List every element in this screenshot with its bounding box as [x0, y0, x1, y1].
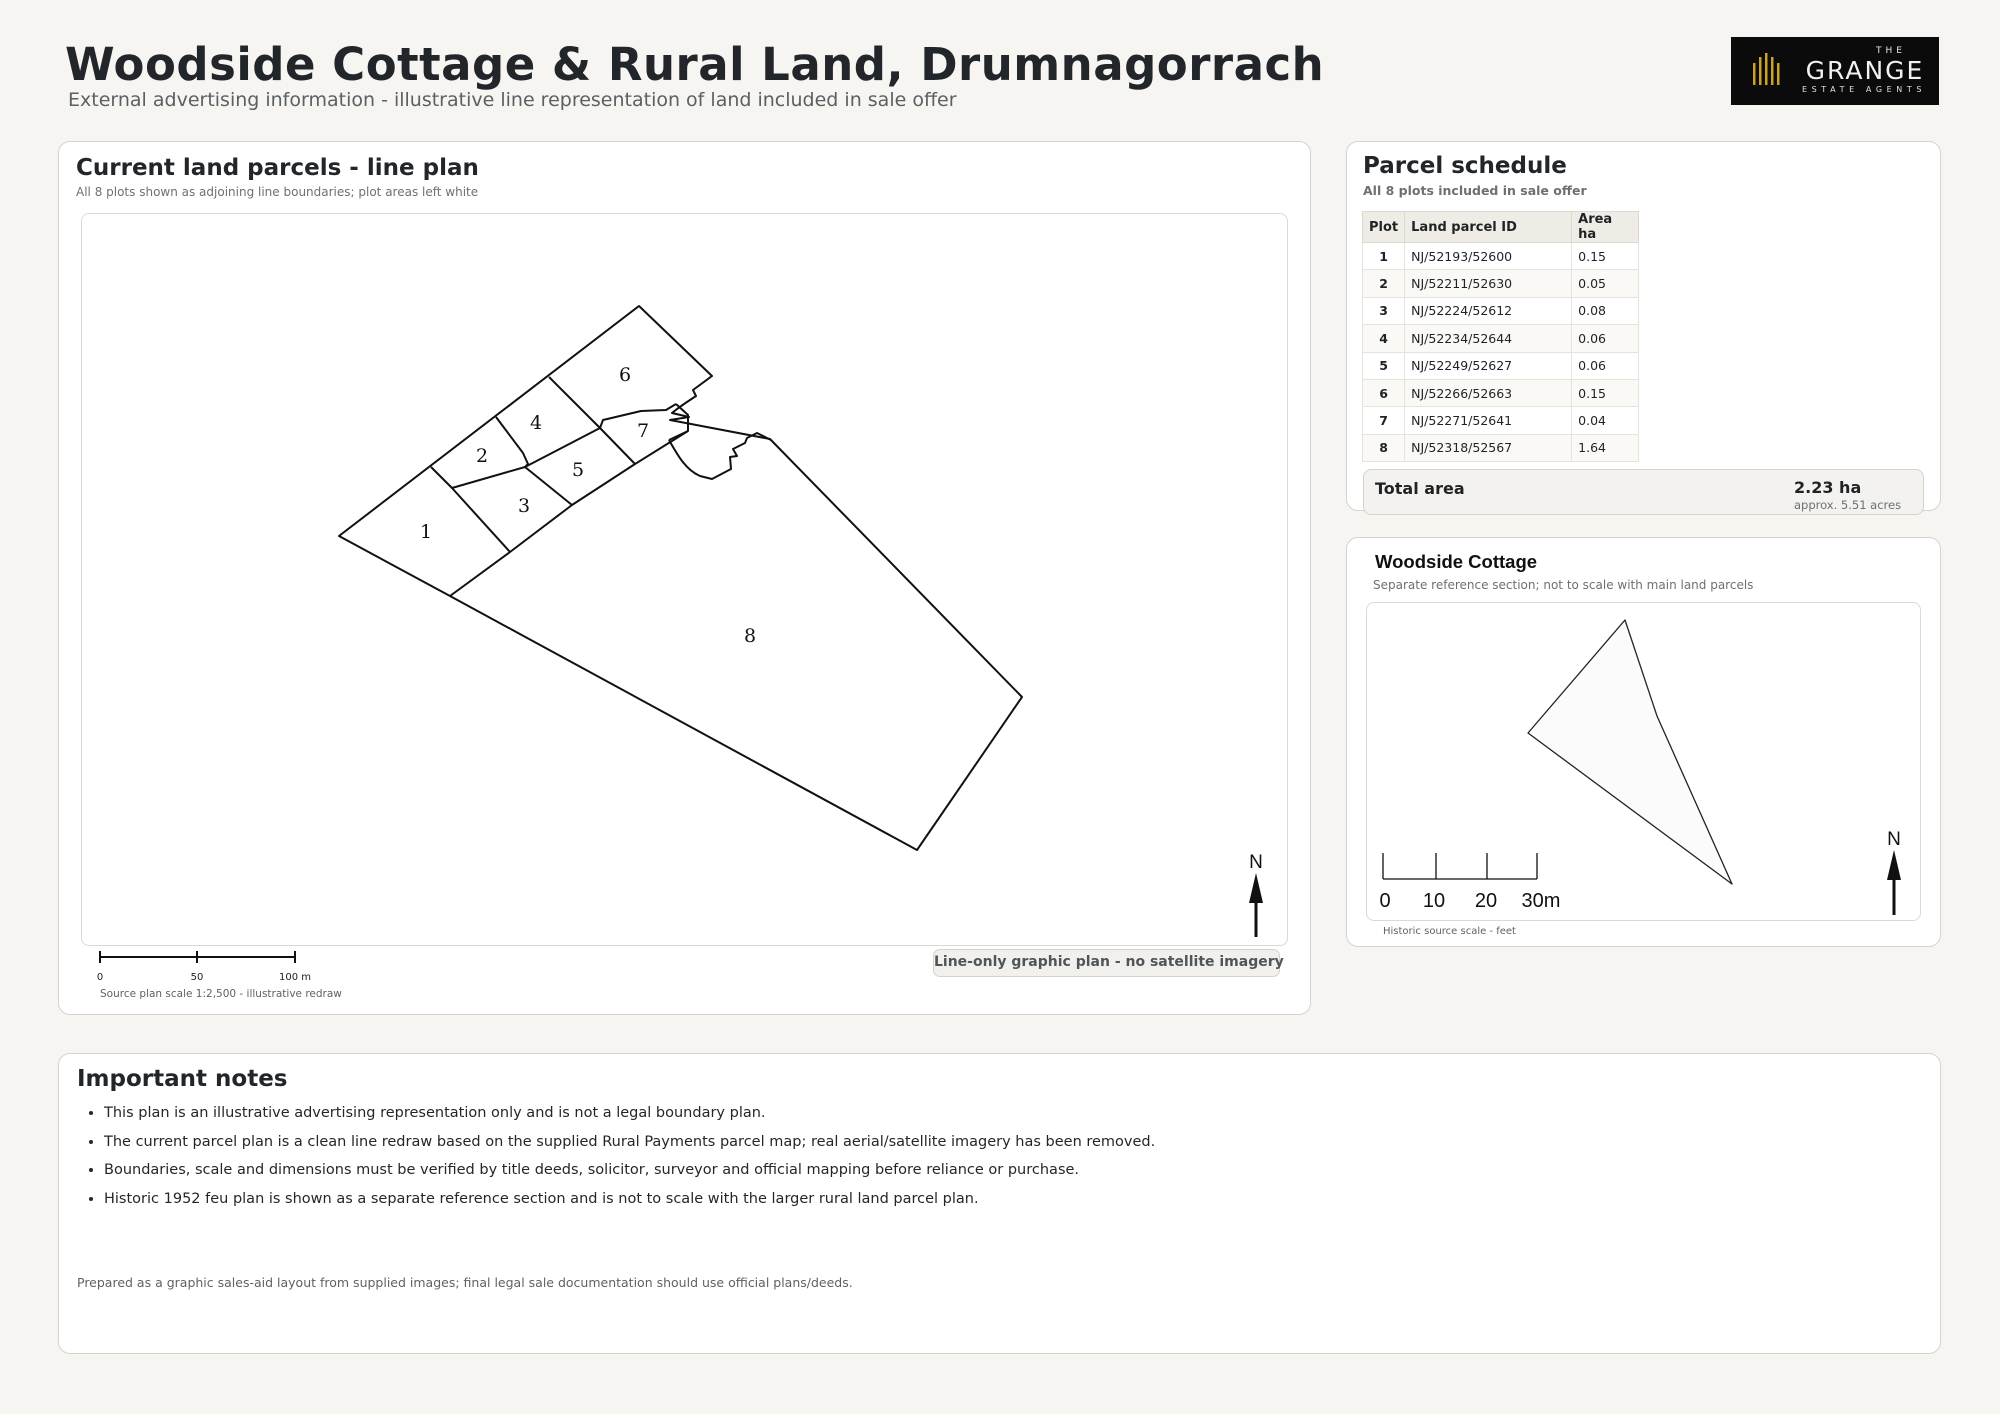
- cottage-scale-note: Historic source scale - feet: [1383, 926, 1516, 937]
- cottage-subtitle: Separate reference section; not to scale with main land parcels: [1373, 578, 1754, 592]
- grange-bars-icon: [1751, 51, 1787, 87]
- plot-label-6: 6: [618, 364, 632, 386]
- cottage-scale-tick-0: 0: [1379, 890, 1391, 912]
- cottage-scale-tick-10: 10: [1422, 890, 1446, 912]
- plot-label-2: 2: [475, 445, 489, 467]
- total-area-acres: approx. 5.51 acres: [1794, 498, 1902, 512]
- page-title: Woodside Cottage & Rural Land, Drumnagorrach: [65, 38, 1325, 91]
- column-header-plot: Plot: [1363, 212, 1405, 243]
- schedule-subtitle: All 8 plots included in sale offer: [1363, 183, 1587, 198]
- plot-label-1: 1: [419, 521, 433, 543]
- plan-scale-tick-50: 50: [190, 972, 204, 983]
- list-item: • This plan is an illustrative advertising representation only and is not a legal boundary plan.: [104, 1103, 1155, 1132]
- column-header-parcel-id: Land parcel ID: [1405, 212, 1572, 243]
- table-header-row: [1363, 212, 1639, 243]
- total-area-label: Total area: [1375, 479, 1465, 498]
- imagery-badge: Line-only graphic plan - no satellite imagery: [933, 949, 1280, 977]
- logo-the: THE: [1876, 46, 1906, 56]
- cottage-scale-tick-30: 30m: [1521, 890, 1561, 912]
- notes-title: Important notes: [77, 1066, 288, 1092]
- total-area-box: [1363, 469, 1924, 515]
- svg-text:N: N: [1249, 852, 1263, 873]
- plot-label-3: 3: [517, 495, 531, 517]
- plan-scale-tick-100: 100 m: [278, 972, 312, 983]
- list-item: • The current parcel plan is a clean line redraw based on the supplied Rural Payments parcel map; real aerial/satellite imagery has been removed.: [104, 1132, 1155, 1161]
- plan-title: Current land parcels - line plan: [76, 155, 479, 181]
- plot-label-8: 8: [743, 625, 757, 647]
- table-row: 7 NJ/52271/52641 0.04: [1363, 407, 1639, 434]
- table-row: 8 NJ/52318/52567 1.64: [1363, 434, 1639, 461]
- table-row: 4 NJ/52234/52644 0.06: [1363, 325, 1639, 352]
- plan-scale-tick-0: 0: [96, 972, 104, 983]
- total-area-value: 2.23 ha: [1794, 478, 1862, 497]
- svg-text:N: N: [1887, 829, 1901, 850]
- table-row: 6 NJ/52266/52663 0.15: [1363, 379, 1639, 406]
- logo-estate-agents: ESTATE AGENTS: [1801, 85, 1927, 94]
- plot-label-4: 4: [529, 412, 543, 434]
- plan-scale-note: Source plan scale 1:2,500 - illustrative redraw: [100, 988, 342, 1000]
- column-header-area: Area ha: [1572, 212, 1639, 243]
- schedule-title: Parcel schedule: [1363, 153, 1567, 179]
- table-row: 1 NJ/52193/52600 0.15: [1363, 243, 1639, 270]
- page-subtitle: External advertising information - illustrative line representation of land included in sale offer: [68, 89, 957, 111]
- plan-subtitle: All 8 plots shown as adjoining line boundaries; plot areas left white: [76, 185, 479, 199]
- table-row: 2 NJ/52211/52630 0.05: [1363, 270, 1639, 297]
- table-row: 3 NJ/52224/52612 0.08: [1363, 297, 1639, 324]
- plot-label-7: 7: [636, 420, 650, 442]
- notes-list: [82, 1103, 1155, 1217]
- cottage-title: Woodside Cottage: [1375, 551, 1538, 572]
- list-item: • Historic 1952 feu plan is shown as a separate reference section and is not to scale with the larger rural land parcel plan.: [104, 1189, 1155, 1218]
- cottage-scale-tick-20: 20: [1474, 890, 1498, 912]
- plan-frame: [81, 213, 1288, 946]
- cottage-frame: [1366, 602, 1921, 921]
- list-item: • Boundaries, scale and dimensions must be verified by title deeds, solicitor, surveyor and official mapping before reliance or purchase.: [104, 1160, 1155, 1189]
- logo-grange: GRANGE: [1805, 56, 1925, 85]
- footer-disclaimer: Prepared as a graphic sales-aid layout from supplied images; final legal sale documentation should use official plans/deeds.: [77, 1275, 853, 1290]
- grange-logo: [1731, 37, 1939, 105]
- parcel-schedule-table: [1362, 211, 1639, 462]
- table-row: 5 NJ/52249/52627 0.06: [1363, 352, 1639, 379]
- plot-label-5: 5: [571, 459, 585, 481]
